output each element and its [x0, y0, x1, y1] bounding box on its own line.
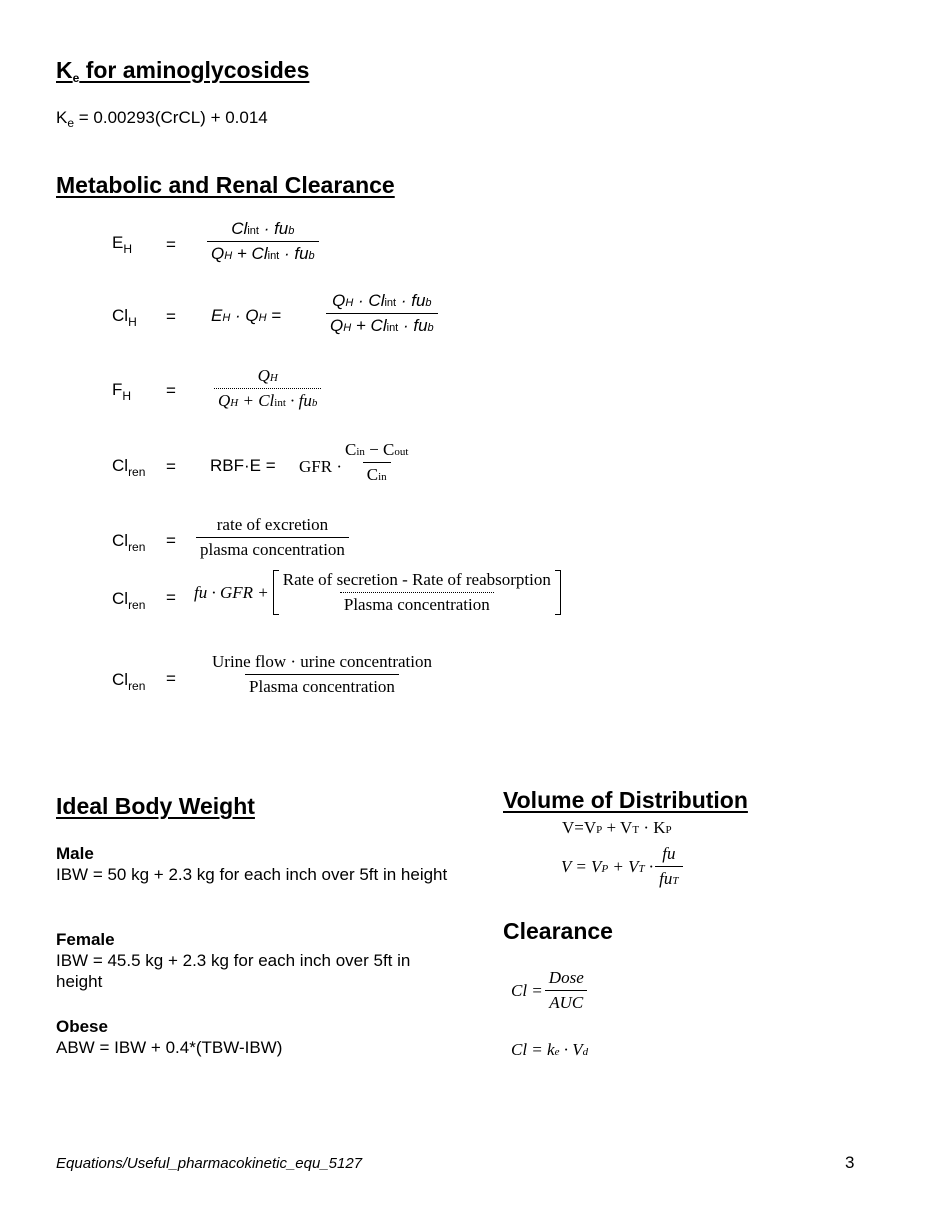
fh-fraction: $\frac{QH}{\text{QH + Clint · fub}}$	[214, 366, 321, 411]
ibw-obese-label: Obese	[56, 1017, 108, 1036]
clren4-fraction: $\frac{\text{Urine flow · urine concentration}}{\text{Plasma concentration}}$	[212, 652, 432, 696]
clren3-equals: =	[166, 588, 176, 607]
ke-equation: $K_e$ = 0.00293(CrCL) + 0.014	[56, 108, 268, 130]
clren3-prefix: fu · GFR +	[194, 582, 269, 602]
clh-fraction: $\frac{\text{QH · Clint · fub}}{\text{QH + Clint · fub}}$	[326, 291, 438, 336]
clren2-equals: =	[166, 531, 176, 550]
clren2-fraction: $\frac{\text{rate of excretion}}{\text{plasma concentration}}$	[196, 515, 349, 560]
clh-lhs: $Cl_H$	[112, 306, 137, 329]
clren1-equals: =	[166, 457, 176, 476]
clearance-equation-1: Cl = $\frac{\text{Dose}}{\text{AUC}}$	[511, 968, 588, 1013]
clren3-expression	[194, 570, 561, 615]
fh-lhs: $F_H$	[112, 380, 132, 403]
clren3-lhs: $Cl_{ren}$	[112, 589, 146, 612]
clren4-lhs: $Cl_{ren}$	[112, 670, 146, 693]
eh-equals: =	[166, 235, 176, 254]
vd-equation-2: V = VP + VT · $\frac{fu}{\text{fuT}}$	[561, 844, 683, 889]
metabolic-section-title: Metabolic and Renal Clearance	[56, 172, 395, 198]
ibw-male	[56, 843, 456, 885]
clren1-gfr: GFR ·	[299, 457, 342, 476]
ibw-male-text: IBW = 50 kg + 2.3 kg for each inch over 5ft in height	[56, 865, 448, 884]
clh-equals: =	[166, 307, 176, 326]
ibw-male-label: Male	[56, 844, 94, 863]
fh-equals: =	[166, 381, 176, 400]
eh-fraction: $\frac{\text{Clint · fub}}{\text{QH + Clint · fub}}$	[207, 219, 319, 264]
ibw-female-label: Female	[56, 930, 115, 949]
page-number: 3	[845, 1153, 855, 1172]
clren3-bracket: $\frac{\text{Rate of secretion - Rate of reabsorption}}{\text{Plasma concentration}}$	[273, 570, 561, 615]
vd-equation-1: V=VP + VT · KP	[562, 818, 672, 837]
ibw-female	[56, 929, 456, 992]
footer-path: Equations/Useful_pharmacokinetic_equ_5127	[56, 1155, 363, 1172]
clearance-equation-2: Cl = ke · Vd	[511, 1040, 589, 1059]
clren1-fraction: $\frac{\text{Cin − Cout}}{\text{Cin}}$	[345, 440, 409, 484]
clren1-lhs: $Cl_{ren}$	[112, 456, 146, 479]
clearance-section-title: Clearance	[503, 918, 613, 944]
clren1-middle: RBF·E =	[210, 456, 276, 475]
ibw-obese	[56, 1016, 456, 1058]
ibw-obese-text: ABW = IBW + 0.4*(TBW-IBW)	[56, 1038, 283, 1057]
eh-lhs: $E_H$	[112, 233, 133, 256]
ibw-section-title: Ideal Body Weight	[56, 793, 255, 819]
ibw-female-text: IBW = 45.5 kg + 2.3 kg for each inch over 5ft in height	[56, 951, 411, 991]
clren4-equals: =	[166, 669, 176, 688]
clh-middle: EH · QH =	[211, 306, 282, 325]
vd-section-title: Volume of Distribution	[503, 787, 748, 813]
ke-section-title: $K_e$ for aminoglycosides	[56, 57, 310, 85]
clren2-lhs: $Cl_{ren}$	[112, 531, 146, 554]
